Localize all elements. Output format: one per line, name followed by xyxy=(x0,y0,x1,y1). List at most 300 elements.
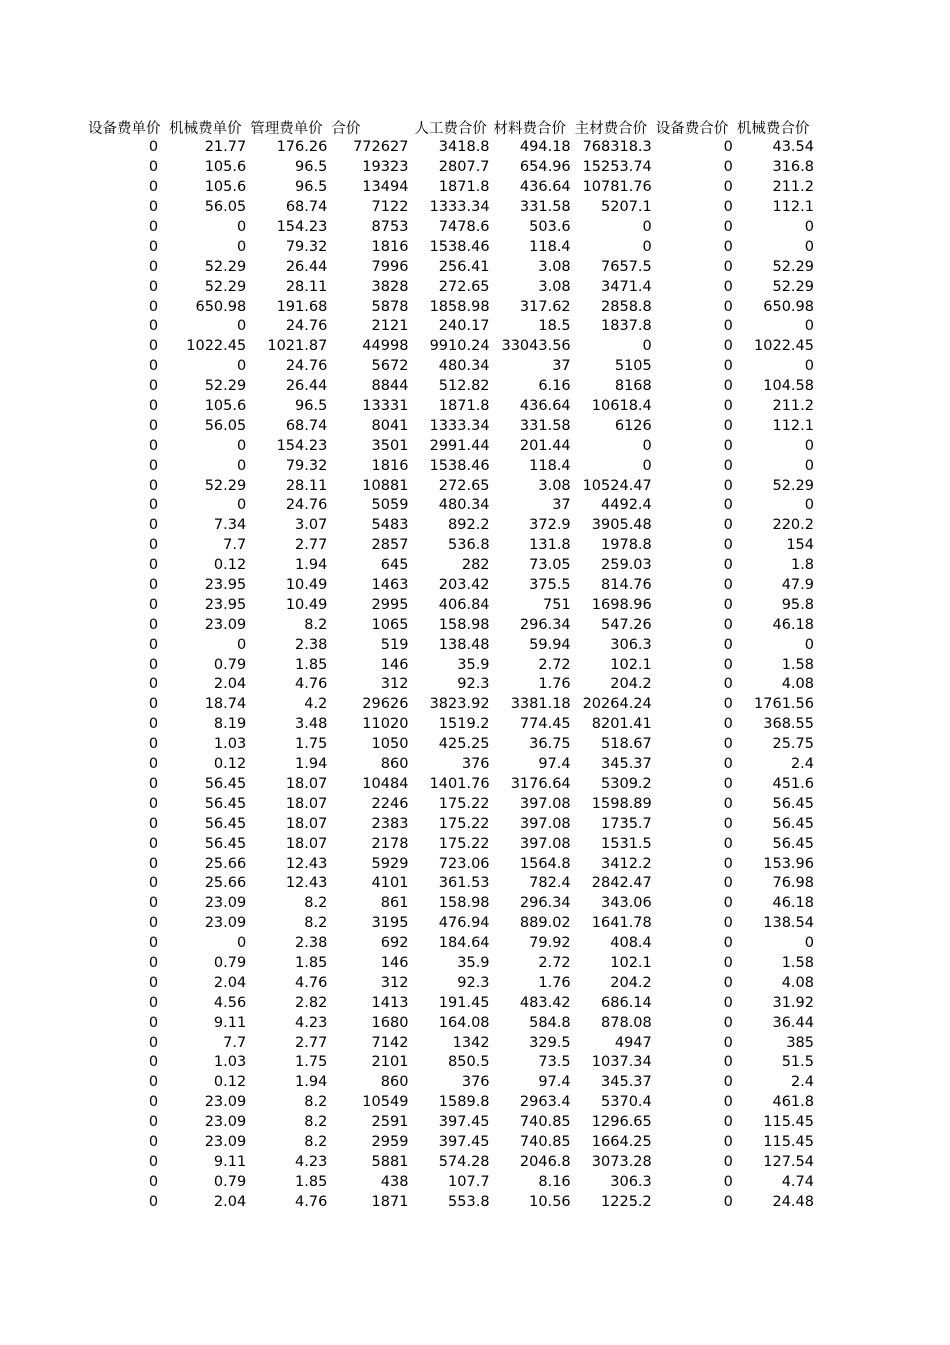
table-cell[interactable]: 2991.44 xyxy=(429,437,490,454)
table-cell[interactable]: 0 xyxy=(148,616,159,633)
table-cell[interactable]: 23.09 xyxy=(204,915,247,932)
table-cell[interactable]: 503.6 xyxy=(529,219,571,235)
table-cell[interactable]: 0 xyxy=(804,935,814,952)
table-cell[interactable]: 46.18 xyxy=(772,895,814,912)
table-cell[interactable]: 13331 xyxy=(362,398,409,415)
table-cell[interactable]: 0 xyxy=(148,736,159,753)
table-cell[interactable]: 3073.28 xyxy=(591,1153,652,1170)
table-cell[interactable]: 191.68 xyxy=(276,298,328,315)
table-cell[interactable]: 376 xyxy=(461,756,490,773)
table-cell[interactable]: 1.76 xyxy=(538,676,571,693)
table-cell[interactable]: 0 xyxy=(148,1054,159,1071)
table-cell[interactable]: 0 xyxy=(236,636,247,653)
table-cell[interactable]: 3381.18 xyxy=(510,696,571,713)
table-cell[interactable]: 312 xyxy=(380,676,409,693)
table-cell[interactable]: 892.2 xyxy=(448,517,490,534)
table-cell[interactable]: 0 xyxy=(804,636,814,653)
table-cell[interactable]: 0 xyxy=(236,497,247,514)
header-cell[interactable]: 材料费合价 xyxy=(493,121,567,137)
table-cell[interactable]: 343.06 xyxy=(601,895,652,912)
table-cell[interactable]: 5207.1 xyxy=(601,199,652,216)
table-cell[interactable]: 8.2 xyxy=(304,1133,328,1150)
table-cell[interactable]: 0 xyxy=(148,656,159,673)
table-cell[interactable]: 0 xyxy=(804,358,814,375)
table-cell[interactable]: 95.8 xyxy=(781,596,814,613)
table-cell[interactable]: 4.76 xyxy=(295,1193,328,1210)
table-cell[interactable]: 0 xyxy=(148,537,159,554)
table-cell[interactable]: 0 xyxy=(148,258,159,275)
table-cell[interactable]: 18.07 xyxy=(285,815,328,832)
table-cell[interactable]: 0 xyxy=(723,636,733,653)
table-cell[interactable]: 574.28 xyxy=(438,1153,490,1170)
table-cell[interactable]: 480.34 xyxy=(438,358,490,375)
table-cell[interactable]: 154 xyxy=(786,537,814,554)
table-cell[interactable]: 1698.96 xyxy=(591,596,652,613)
table-cell[interactable]: 1680 xyxy=(371,1014,409,1031)
table-cell[interactable]: 23.09 xyxy=(204,616,247,633)
table-cell[interactable]: 0 xyxy=(723,1114,733,1131)
table-cell[interactable]: 331.58 xyxy=(519,417,571,434)
table-cell[interactable]: 3176.64 xyxy=(510,775,571,792)
table-cell[interactable]: 52.29 xyxy=(772,258,814,275)
table-cell[interactable]: 0 xyxy=(804,457,814,474)
table-cell[interactable]: 0 xyxy=(723,775,733,792)
table-cell[interactable]: 127.54 xyxy=(763,1153,814,1170)
table-cell[interactable]: 0 xyxy=(148,179,159,196)
table-cell[interactable]: 0.79 xyxy=(213,656,247,673)
table-cell[interactable]: 0 xyxy=(148,358,159,375)
table-cell[interactable]: 0 xyxy=(723,318,733,335)
table-cell[interactable]: 3.08 xyxy=(538,477,571,494)
table-cell[interactable]: 0 xyxy=(148,716,159,733)
table-cell[interactable]: 204.2 xyxy=(610,676,652,693)
table-cell[interactable]: 4.23 xyxy=(295,1153,328,1170)
table-cell[interactable]: 56.45 xyxy=(204,795,247,812)
table-cell[interactable]: 1871.8 xyxy=(438,179,490,196)
table-cell[interactable]: 306.3 xyxy=(610,636,652,653)
table-cell[interactable]: 3.48 xyxy=(295,716,328,733)
table-cell[interactable]: 0 xyxy=(148,875,159,892)
table-cell[interactable]: 0 xyxy=(723,915,733,932)
table-cell[interactable]: 59.94 xyxy=(529,636,571,653)
table-cell[interactable]: 317.62 xyxy=(519,298,571,315)
table-cell[interactable]: 211.2 xyxy=(772,398,814,415)
table-cell[interactable]: 0 xyxy=(723,139,733,156)
table-cell[interactable]: 2.4 xyxy=(790,1074,814,1091)
table-cell[interactable]: 0 xyxy=(723,378,733,395)
table-cell[interactable]: 740.85 xyxy=(519,1133,571,1150)
table-cell[interactable]: 47.9 xyxy=(781,577,814,594)
table-cell[interactable]: 23.95 xyxy=(204,577,247,594)
table-cell[interactable]: 1022.45 xyxy=(754,338,814,355)
table-cell[interactable]: 1519.2 xyxy=(438,716,490,733)
table-cell[interactable]: 0 xyxy=(148,696,159,713)
table-cell[interactable]: 9.11 xyxy=(213,1014,247,1031)
table-cell[interactable]: 19323 xyxy=(362,159,409,176)
table-cell[interactable]: 79.32 xyxy=(285,238,328,255)
table-cell[interactable]: 0 xyxy=(804,318,814,335)
table-cell[interactable]: 33043.56 xyxy=(501,338,571,355)
table-cell[interactable]: 56.45 xyxy=(772,835,814,852)
table-cell[interactable]: 0 xyxy=(148,815,159,832)
table-cell[interactable]: 0 xyxy=(723,298,733,315)
table-cell[interactable]: 0 xyxy=(723,656,733,673)
table-cell[interactable]: 1761.56 xyxy=(754,696,814,713)
table-cell[interactable]: 10781.76 xyxy=(582,179,652,196)
table-cell[interactable]: 37 xyxy=(552,358,571,375)
table-cell[interactable]: 0 xyxy=(723,696,733,713)
table-cell[interactable]: 889.02 xyxy=(519,915,571,932)
table-cell[interactable]: 0 xyxy=(804,219,814,235)
table-cell[interactable]: 0 xyxy=(642,457,652,474)
table-cell[interactable]: 772627 xyxy=(353,139,409,156)
table-cell[interactable]: 0 xyxy=(148,636,159,653)
table-cell[interactable]: 282 xyxy=(461,557,490,574)
table-cell[interactable]: 436.64 xyxy=(519,179,571,196)
table-cell[interactable]: 0 xyxy=(723,258,733,275)
table-cell[interactable]: 8.2 xyxy=(304,895,328,912)
table-cell[interactable]: 5059 xyxy=(371,497,409,514)
table-cell[interactable]: 0 xyxy=(723,1014,733,1031)
table-cell[interactable]: 102.1 xyxy=(610,656,652,673)
table-cell[interactable]: 2.72 xyxy=(538,656,571,673)
table-cell[interactable]: 2178 xyxy=(371,835,409,852)
table-cell[interactable]: 220.2 xyxy=(772,517,814,534)
table-cell[interactable]: 10549 xyxy=(362,1094,409,1111)
table-cell[interactable]: 272.65 xyxy=(438,278,490,295)
table-cell[interactable]: 10618.4 xyxy=(591,398,652,415)
table-cell[interactable]: 5881 xyxy=(371,1153,409,1170)
table-cell[interactable]: 4.56 xyxy=(213,994,247,1011)
table-cell[interactable]: 1871.8 xyxy=(438,398,490,415)
table-cell[interactable]: 0 xyxy=(148,1133,159,1150)
table-cell[interactable]: 296.34 xyxy=(519,616,571,633)
table-cell[interactable]: 0 xyxy=(148,795,159,812)
table-cell[interactable]: 296.34 xyxy=(519,895,571,912)
table-cell[interactable]: 18.74 xyxy=(204,696,247,713)
table-cell[interactable]: 96.5 xyxy=(295,398,328,415)
table-cell[interactable]: 0 xyxy=(723,278,733,295)
table-cell[interactable]: 461.8 xyxy=(772,1094,814,1111)
table-cell[interactable]: 0 xyxy=(148,577,159,594)
table-cell[interactable]: 0 xyxy=(723,835,733,852)
table-cell[interactable]: 376 xyxy=(461,1074,490,1091)
table-cell[interactable]: 2858.8 xyxy=(601,298,652,315)
table-cell[interactable]: 0 xyxy=(148,557,159,574)
table-cell[interactable]: 0 xyxy=(723,895,733,912)
table-cell[interactable]: 24.76 xyxy=(285,497,328,514)
table-cell[interactable]: 1.58 xyxy=(781,656,814,673)
table-cell[interactable]: 18.07 xyxy=(285,795,328,812)
table-cell[interactable]: 1296.65 xyxy=(591,1114,652,1131)
table-cell[interactable]: 645 xyxy=(380,557,409,574)
table-cell[interactable]: 1401.76 xyxy=(429,775,490,792)
table-cell[interactable]: 18.07 xyxy=(285,775,328,792)
table-cell[interactable]: 1463 xyxy=(371,577,409,594)
table-cell[interactable]: 3828 xyxy=(371,278,409,295)
table-cell[interactable]: 1037.34 xyxy=(591,1054,652,1071)
table-cell[interactable]: 0 xyxy=(723,1153,733,1170)
table-cell[interactable]: 29626 xyxy=(362,696,409,713)
table-cell[interactable]: 10881 xyxy=(362,477,409,494)
table-cell[interactable]: 1.75 xyxy=(295,736,328,753)
table-cell[interactable]: 1.94 xyxy=(295,756,328,773)
table-cell[interactable]: 2.82 xyxy=(295,994,328,1011)
table-cell[interactable]: 52.29 xyxy=(204,378,247,395)
table-cell[interactable]: 7657.5 xyxy=(601,258,652,275)
table-cell[interactable]: 15253.74 xyxy=(582,159,652,176)
table-cell[interactable]: 1.85 xyxy=(295,1173,328,1190)
table-cell[interactable]: 483.42 xyxy=(519,994,571,1011)
table-cell[interactable]: 0 xyxy=(148,1193,159,1210)
table-cell[interactable]: 5929 xyxy=(371,855,409,872)
table-cell[interactable]: 436.64 xyxy=(519,398,571,415)
table-cell[interactable]: 0 xyxy=(148,935,159,952)
table-cell[interactable]: 201.44 xyxy=(519,437,571,454)
table-cell[interactable]: 723.06 xyxy=(438,855,490,872)
table-cell[interactable]: 9.11 xyxy=(213,1153,247,1170)
table-cell[interactable]: 0 xyxy=(723,736,733,753)
table-cell[interactable]: 56.45 xyxy=(772,795,814,812)
table-cell[interactable]: 146 xyxy=(380,656,409,673)
table-cell[interactable]: 92.3 xyxy=(457,676,490,693)
table-cell[interactable]: 272.65 xyxy=(438,477,490,494)
table-cell[interactable]: 1050 xyxy=(371,736,409,753)
table-cell[interactable]: 650.98 xyxy=(195,298,247,315)
header-cell[interactable]: 设备费合价 xyxy=(655,121,729,137)
table-cell[interactable]: 24.76 xyxy=(285,318,328,335)
table-cell[interactable]: 0 xyxy=(148,159,159,176)
table-cell[interactable]: 0 xyxy=(148,915,159,932)
table-cell[interactable]: 0 xyxy=(723,716,733,733)
table-cell[interactable]: 7996 xyxy=(371,258,409,275)
table-cell[interactable]: 6126 xyxy=(614,417,652,434)
table-cell[interactable]: 176.26 xyxy=(276,139,328,156)
table-cell[interactable]: 406.84 xyxy=(438,596,490,613)
table-cell[interactable]: 0 xyxy=(804,437,814,454)
table-cell[interactable]: 259.03 xyxy=(601,557,652,574)
table-cell[interactable]: 0 xyxy=(723,815,733,832)
table-cell[interactable]: 650.98 xyxy=(763,298,814,315)
table-cell[interactable]: 8.19 xyxy=(213,716,247,733)
table-cell[interactable]: 0 xyxy=(148,1153,159,1170)
table-cell[interactable]: 0 xyxy=(723,417,733,434)
table-cell[interactable]: 0 xyxy=(723,1054,733,1071)
table-cell[interactable]: 0 xyxy=(723,1074,733,1091)
table-cell[interactable]: 23.09 xyxy=(204,1114,247,1131)
table-cell[interactable]: 0 xyxy=(148,775,159,792)
table-cell[interactable]: 438 xyxy=(380,1173,409,1190)
table-cell[interactable]: 8168 xyxy=(614,378,652,395)
table-cell[interactable]: 2591 xyxy=(371,1114,409,1131)
table-cell[interactable]: 2246 xyxy=(371,795,409,812)
table-cell[interactable]: 1978.8 xyxy=(601,537,652,554)
table-cell[interactable]: 0 xyxy=(148,895,159,912)
table-cell[interactable]: 184.64 xyxy=(438,935,490,952)
table-cell[interactable]: 751 xyxy=(542,596,571,613)
table-cell[interactable]: 56.05 xyxy=(204,417,247,434)
table-cell[interactable]: 0 xyxy=(148,1074,159,1091)
table-cell[interactable]: 24.76 xyxy=(285,358,328,375)
table-cell[interactable]: 2959 xyxy=(371,1133,409,1150)
table-cell[interactable]: 1538.46 xyxy=(429,457,490,474)
table-cell[interactable]: 1538.46 xyxy=(429,238,490,255)
table-cell[interactable]: 425.25 xyxy=(438,736,490,753)
table-cell[interactable]: 4.23 xyxy=(295,1014,328,1031)
table-cell[interactable]: 0 xyxy=(642,238,652,255)
table-cell[interactable]: 774.45 xyxy=(519,716,571,733)
table-cell[interactable]: 0 xyxy=(723,358,733,375)
table-cell[interactable]: 1.94 xyxy=(295,557,328,574)
table-cell[interactable]: 146 xyxy=(380,954,409,971)
table-cell[interactable]: 97.4 xyxy=(538,756,571,773)
table-cell[interactable]: 0 xyxy=(148,676,159,693)
table-cell[interactable]: 0 xyxy=(723,994,733,1011)
table-cell[interactable]: 92.3 xyxy=(457,974,490,991)
table-cell[interactable]: 0 xyxy=(236,238,247,255)
table-cell[interactable]: 0 xyxy=(148,994,159,1011)
header-cell[interactable]: 管理费单价 xyxy=(250,121,323,137)
table-cell[interactable]: 3412.2 xyxy=(601,855,652,872)
table-cell[interactable]: 2.04 xyxy=(213,974,247,991)
table-cell[interactable]: 3501 xyxy=(371,437,409,454)
table-cell[interactable]: 0.12 xyxy=(213,1074,247,1091)
table-cell[interactable]: 0 xyxy=(148,417,159,434)
table-cell[interactable]: 536.8 xyxy=(448,537,490,554)
table-cell[interactable]: 164.08 xyxy=(438,1014,490,1031)
table-cell[interactable]: 52.29 xyxy=(772,477,814,494)
table-cell[interactable]: 37 xyxy=(552,497,571,514)
table-cell[interactable]: 0 xyxy=(148,1014,159,1031)
header-cell[interactable]: 人工费合价 xyxy=(414,121,487,137)
table-cell[interactable]: 0 xyxy=(723,1133,733,1150)
table-cell[interactable]: 4.74 xyxy=(781,1173,814,1190)
table-cell[interactable]: 10.56 xyxy=(529,1193,571,1210)
table-cell[interactable]: 131.8 xyxy=(529,537,571,554)
table-cell[interactable]: 331.58 xyxy=(519,199,571,216)
table-cell[interactable]: 8041 xyxy=(371,417,409,434)
table-cell[interactable]: 2963.4 xyxy=(519,1094,571,1111)
table-cell[interactable]: 56.45 xyxy=(204,835,247,852)
table-cell[interactable]: 0 xyxy=(642,338,652,355)
table-cell[interactable]: 397.45 xyxy=(438,1114,490,1131)
table-cell[interactable]: 256.41 xyxy=(438,258,490,275)
table-cell[interactable]: 1816 xyxy=(371,238,409,255)
table-cell[interactable]: 28.11 xyxy=(285,278,328,295)
table-cell[interactable]: 0 xyxy=(723,954,733,971)
table-cell[interactable]: 782.4 xyxy=(529,875,571,892)
table-cell[interactable]: 5672 xyxy=(371,358,409,375)
table-cell[interactable]: 56.45 xyxy=(204,775,247,792)
table-cell[interactable]: 329.5 xyxy=(529,1034,571,1051)
table-cell[interactable]: 0 xyxy=(148,199,159,216)
table-cell[interactable]: 203.42 xyxy=(438,577,490,594)
table-cell[interactable]: 0 xyxy=(723,398,733,415)
table-cell[interactable]: 1.03 xyxy=(213,736,247,753)
table-cell[interactable]: 0 xyxy=(723,338,733,355)
table-cell[interactable]: 52.29 xyxy=(204,258,247,275)
table-cell[interactable]: 397.08 xyxy=(519,835,571,852)
table-cell[interactable]: 1021.87 xyxy=(267,338,328,355)
table-cell[interactable]: 0 xyxy=(723,457,733,474)
table-cell[interactable]: 0 xyxy=(148,219,159,235)
table-cell[interactable]: 0 xyxy=(148,477,159,494)
table-cell[interactable]: 175.22 xyxy=(438,795,490,812)
table-cell[interactable]: 7.7 xyxy=(223,1034,247,1051)
table-cell[interactable]: 0 xyxy=(723,159,733,176)
table-cell[interactable]: 547.26 xyxy=(601,616,652,633)
table-cell[interactable]: 8201.41 xyxy=(591,716,652,733)
table-cell[interactable]: 0.79 xyxy=(213,1173,247,1190)
table-cell[interactable]: 6.16 xyxy=(538,378,571,395)
table-cell[interactable]: 35.9 xyxy=(457,656,490,673)
table-cell[interactable]: 18.07 xyxy=(285,835,328,852)
table-cell[interactable]: 5483 xyxy=(371,517,409,534)
table-cell[interactable]: 0 xyxy=(723,596,733,613)
table-cell[interactable]: 345.37 xyxy=(601,756,652,773)
table-cell[interactable]: 1225.2 xyxy=(601,1193,652,1210)
table-cell[interactable]: 107.7 xyxy=(448,1173,490,1190)
table-cell[interactable]: 512.82 xyxy=(438,378,490,395)
table-cell[interactable]: 0 xyxy=(148,517,159,534)
table-cell[interactable]: 4.2 xyxy=(304,696,328,713)
table-cell[interactable]: 1.03 xyxy=(213,1054,247,1071)
table-cell[interactable]: 2.38 xyxy=(295,636,328,653)
table-cell[interactable]: 25.66 xyxy=(204,855,247,872)
header-cell[interactable]: 机械费合价 xyxy=(736,121,810,137)
table-cell[interactable]: 2.77 xyxy=(295,1034,328,1051)
table-cell[interactable]: 43.54 xyxy=(772,139,814,156)
table-cell[interactable]: 0 xyxy=(723,537,733,554)
table-cell[interactable]: 1.76 xyxy=(538,974,571,991)
table-cell[interactable]: 2383 xyxy=(371,815,409,832)
table-cell[interactable]: 52.29 xyxy=(772,278,814,295)
table-cell[interactable]: 115.45 xyxy=(763,1133,814,1150)
table-cell[interactable]: 476.94 xyxy=(438,915,490,932)
table-cell[interactable]: 0 xyxy=(148,596,159,613)
table-cell[interactable]: 692 xyxy=(380,935,409,952)
table-cell[interactable]: 1816 xyxy=(371,457,409,474)
table-cell[interactable]: 3418.8 xyxy=(438,139,490,156)
table-cell[interactable]: 2101 xyxy=(371,1054,409,1071)
table-cell[interactable]: 1333.34 xyxy=(429,199,490,216)
table-cell[interactable]: 0 xyxy=(723,219,733,235)
table-cell[interactable]: 9910.24 xyxy=(429,338,490,355)
table-cell[interactable]: 2.38 xyxy=(295,935,328,952)
table-cell[interactable]: 158.98 xyxy=(438,895,490,912)
table-cell[interactable]: 0 xyxy=(148,1114,159,1131)
table-cell[interactable]: 138.54 xyxy=(763,915,814,932)
table-cell[interactable]: 12.43 xyxy=(285,855,328,872)
table-cell[interactable]: 97.4 xyxy=(538,1074,571,1091)
table-cell[interactable]: 68.74 xyxy=(285,199,328,216)
table-cell[interactable]: 0 xyxy=(148,1094,159,1111)
table-cell[interactable]: 0.79 xyxy=(213,954,247,971)
table-cell[interactable]: 1.85 xyxy=(295,656,328,673)
table-cell[interactable]: 11020 xyxy=(362,716,409,733)
table-cell[interactable]: 8753 xyxy=(371,219,409,235)
table-cell[interactable]: 8.16 xyxy=(538,1173,571,1190)
table-cell[interactable]: 96.5 xyxy=(295,159,328,176)
table-cell[interactable]: 0 xyxy=(148,497,159,514)
table-cell[interactable]: 18.5 xyxy=(538,318,571,335)
table-cell[interactable]: 20264.24 xyxy=(582,696,652,713)
table-cell[interactable]: 0 xyxy=(642,437,652,454)
table-cell[interactable]: 408.4 xyxy=(610,935,652,952)
table-cell[interactable]: 1342 xyxy=(452,1034,490,1051)
table-cell[interactable]: 1598.89 xyxy=(591,795,652,812)
table-cell[interactable]: 8.2 xyxy=(304,1114,328,1131)
